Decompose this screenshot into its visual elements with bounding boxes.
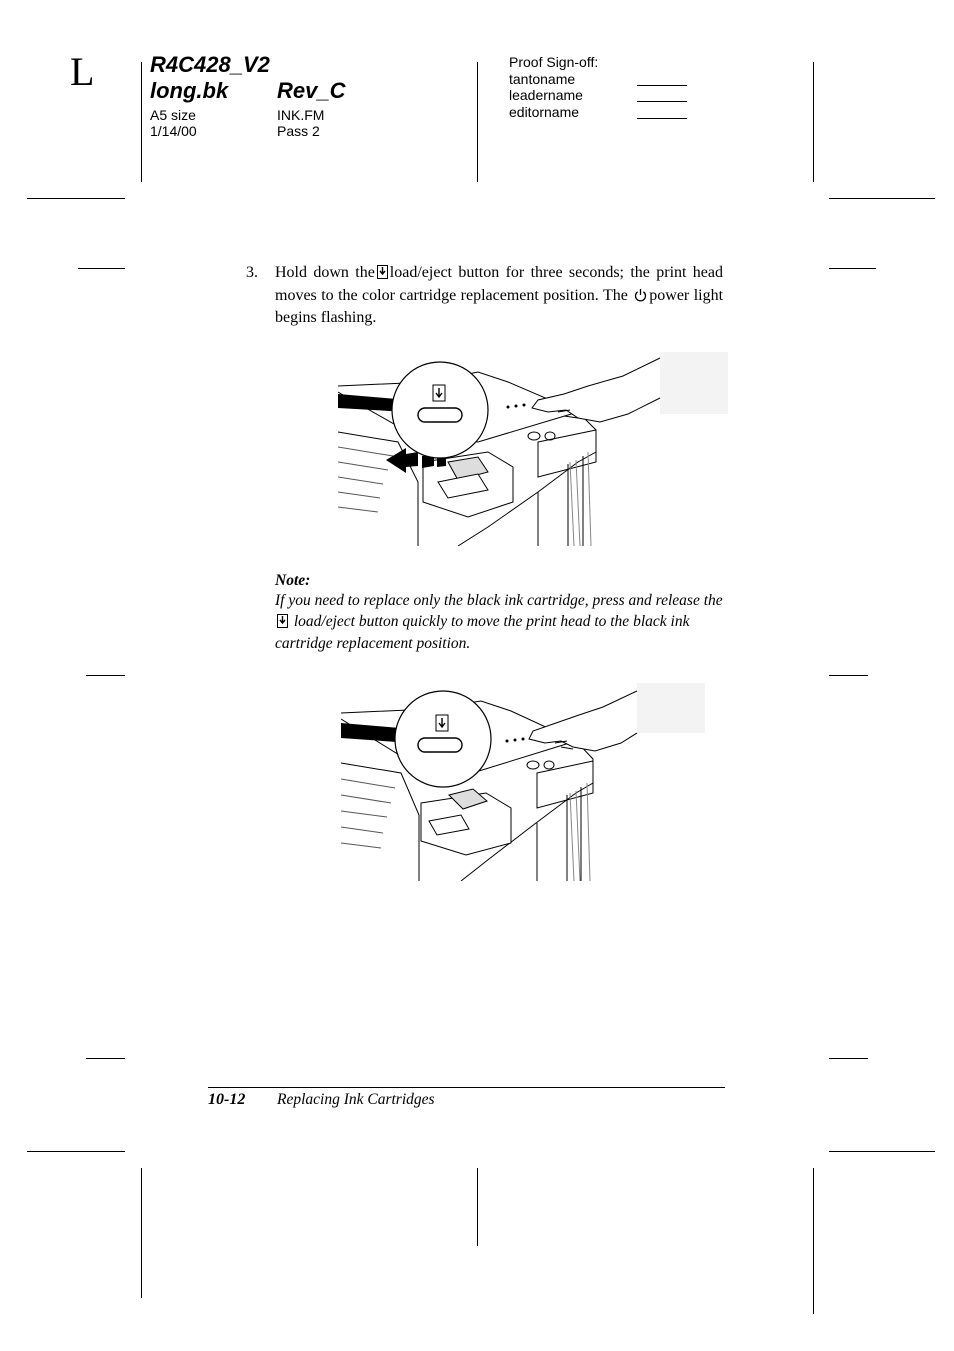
page-number: 10-12 [208, 1091, 246, 1108]
power-icon [634, 288, 647, 309]
date: 1/14/00 [150, 123, 197, 139]
book-file: long.bk [150, 78, 229, 103]
proof-name-editor: editorname [509, 104, 580, 120]
page-size: A5 size [150, 107, 196, 123]
crop-mark [27, 1151, 125, 1152]
crop-mark [86, 675, 125, 676]
frame-file: INK.FM [277, 107, 325, 123]
footer-rule [208, 1087, 725, 1088]
printer-illustration-color [338, 352, 728, 546]
step-text-part3: light begins flashing. [275, 286, 724, 326]
signature-line [637, 85, 687, 86]
crop-mark [86, 1058, 125, 1059]
crop-mark [829, 1058, 868, 1059]
revision: Rev_C [277, 78, 346, 103]
crop-mark [78, 268, 125, 269]
proof-name-tanto: tantoname [509, 71, 576, 87]
crop-mark [141, 62, 142, 182]
crop-mark [477, 62, 478, 182]
button-name: load/eject [389, 264, 452, 281]
crop-mark [477, 1168, 478, 1246]
crop-mark [829, 198, 935, 199]
signature-line [637, 118, 687, 119]
note-label: Note: [275, 572, 311, 589]
note-text-part1: If you need to replace only the black ink cartridge, press and release the [275, 592, 723, 609]
step-text-part1: Hold down the [275, 264, 375, 281]
step-text-part2: button for three seconds; the print head moves to the color cartridge replacement position. The [275, 264, 724, 304]
step-text [275, 263, 723, 329]
load-eject-icon [377, 265, 388, 286]
section-title: Replacing Ink Cartridges [277, 1091, 435, 1108]
crop-mark [813, 62, 814, 182]
note-text [275, 591, 723, 655]
crop-mark [27, 198, 125, 199]
corner-letter: L [70, 49, 95, 94]
signature-line [637, 101, 687, 102]
crop-mark [141, 1168, 142, 1298]
crop-mark [813, 1168, 814, 1314]
printer-illustration-black [341, 683, 705, 881]
note-text-part2: load/eject button quickly to move the print head to the black ink cartridge replacement position. [275, 612, 690, 652]
proof-signoff-title: Proof Sign-off: [509, 54, 599, 70]
crop-mark [829, 268, 876, 269]
load-eject-icon [277, 614, 288, 635]
light-name: power [649, 286, 690, 304]
step-number: 3. [246, 264, 258, 281]
crop-mark [829, 1151, 935, 1152]
crop-mark [829, 675, 868, 676]
book-code: R4C428_V2 [150, 52, 270, 77]
proof-name-leader: leadername [509, 87, 583, 103]
pass: Pass 2 [277, 123, 320, 139]
